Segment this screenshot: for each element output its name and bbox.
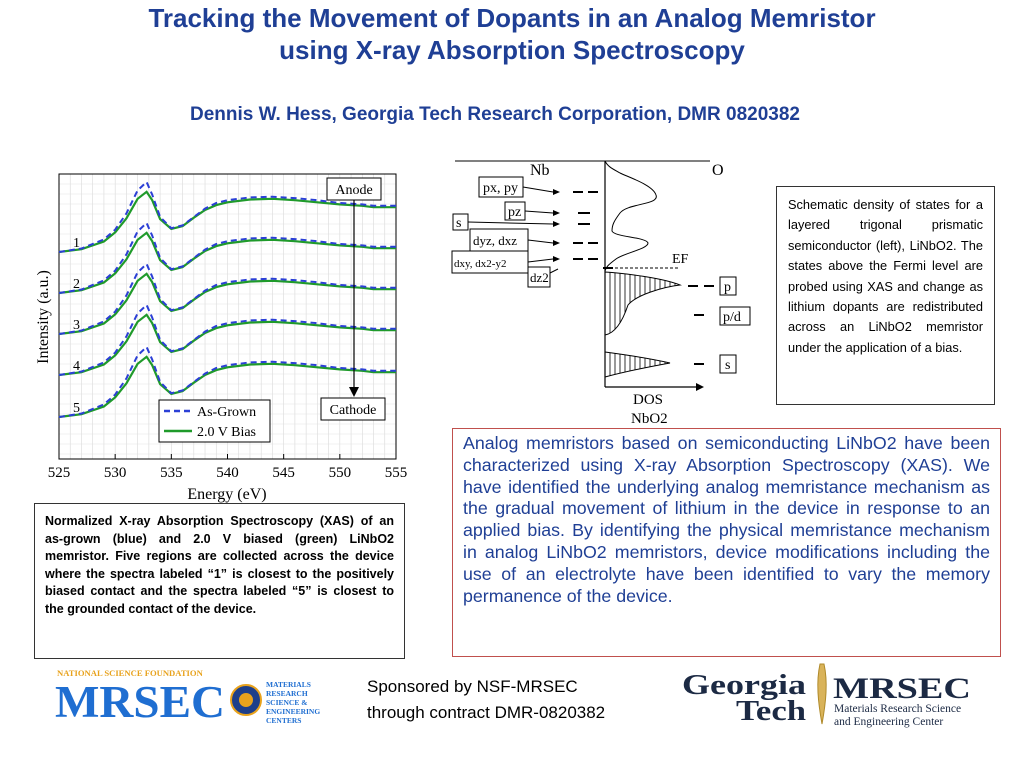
spectrum-label-1: 1 — [73, 236, 80, 251]
svg-text:Materials Research Science: Materials Research Science — [834, 703, 962, 715]
nb-label: Nb — [530, 162, 550, 179]
cathode-label: Cathode — [329, 403, 377, 418]
box-s — [720, 355, 736, 373]
nbo2-label: NbO2 — [631, 411, 668, 427]
spectrum-label-4: 4 — [73, 359, 80, 374]
svg-text:dxy, dx2-y2: dxy, dx2-y2 — [454, 258, 507, 270]
orbital-s — [453, 214, 468, 231]
x-tick-label: 535 — [160, 465, 183, 481]
svg-text:dz2: dz2 — [530, 270, 549, 285]
orbital-dyz-dxz — [470, 229, 528, 251]
anode-label: Anode — [335, 183, 373, 198]
orbital-px-py — [479, 177, 523, 197]
box-pd — [720, 307, 750, 325]
x-tick-label: 525 — [47, 465, 71, 481]
conduction-band-peak — [605, 272, 680, 335]
svg-text:ENGINEERING: ENGINEERING — [266, 707, 321, 716]
summary-text: Analog memristors based on semiconducting LiNbO2 have been characterized using X-ray Absorption Spectroscopy (XAS). We have identified the underlying analog memristance mechanism as the gradual movement of lithium in the device in response to an applied bias. By identifying the physical memristance mechanism in analog LiNbO2 memristors, device modifications including the use of an electrolyte have been identified to vary the memory permanence of the device. — [452, 428, 1001, 657]
x-axis-label: Energy (eV) — [187, 486, 267, 503]
x-tick-label: 550 — [328, 465, 352, 481]
orbital-pz — [505, 202, 525, 220]
spectrum-label-3: 3 — [73, 318, 80, 333]
svg-text:px, py: px, py — [483, 181, 518, 196]
gt-flame-icon — [818, 664, 826, 724]
gt-mrsec-logo — [682, 662, 982, 728]
nsf-mrsec-logo — [55, 666, 327, 726]
dos-curve — [605, 161, 656, 271]
x-tick-label: 555 — [384, 465, 408, 481]
svg-text:s: s — [725, 358, 731, 373]
title-line-1: Tracking the Movement of Dopants in an Analog Memristor — [148, 3, 876, 33]
x-tick-label: 540 — [216, 465, 239, 481]
spectrum-label-2: 2 — [73, 277, 80, 292]
x-tick-label: 530 — [103, 465, 127, 481]
x-tick-label: 545 — [272, 465, 295, 481]
sponsor-line-2: through contract DMR-0820382 — [367, 703, 606, 722]
orbital-dxy — [452, 251, 528, 273]
sponsor-text — [367, 674, 667, 726]
nsf-banner: NATIONAL SCIENCE FOUNDATION — [57, 668, 203, 678]
spectrum-label-5: 5 — [73, 401, 80, 416]
svg-text:s: s — [456, 216, 462, 231]
svg-text:p/d: p/d — [723, 310, 741, 325]
sponsor-line-1: Sponsored by NSF-MRSEC — [367, 677, 578, 696]
dos-label: DOS — [633, 392, 664, 408]
svg-text:SCIENCE &: SCIENCE & — [266, 698, 308, 707]
fermi-label: EF — [672, 252, 689, 267]
svg-text:p: p — [724, 280, 731, 295]
svg-text:dyz, dxz: dyz, dxz — [473, 233, 518, 248]
box-p — [720, 277, 736, 295]
svg-text:RESEARCH: RESEARCH — [266, 689, 308, 698]
s-band-peak — [605, 352, 670, 377]
svg-text:MATERIALS: MATERIALS — [266, 680, 311, 689]
svg-text:pz: pz — [508, 205, 522, 220]
o-label: O — [712, 162, 724, 179]
page-title — [40, 2, 984, 66]
legend-label-bias: 2.0 V Bias — [197, 425, 256, 440]
gt-tech: Tech — [736, 696, 807, 727]
author-line: Dennis W. Hess, Georgia Tech Research Corporation, DMR 0820382 — [190, 104, 800, 125]
dos-diagram — [448, 155, 768, 430]
svg-text:CENTERS: CENTERS — [266, 716, 302, 725]
schematic-caption: Schematic density of states for a layered trigonal prismatic semiconductor (left), LiNbO2. The states above the Fermi level are probed using XAS and change as lithium dopants are redistributed across an LiNbO2 memristor under the application of a bias. — [776, 186, 995, 405]
gt-mrsec-wordmark: MRSEC — [833, 672, 971, 705]
arrow-head — [349, 387, 359, 397]
xas-chart — [30, 165, 410, 503]
xas-caption: Normalized X-ray Absorption Spectroscopy (XAS) of an as-grown (blue) and 2.0 V biased (green) LiNbO2 memristor. Five regions are collected across the device where the spectra labeled “1” is closest to the positively biased contact and the spectra labeled “5” is closest to the grounded contact of the device. — [34, 503, 405, 659]
title-line-2: using X-ray Absorption Spectroscopy — [279, 35, 745, 65]
legend-label-as-grown: As-Grown — [197, 405, 257, 420]
orbital-dz2 — [528, 267, 550, 287]
svg-text:and Engineering Center: and Engineering Center — [834, 716, 944, 728]
mrsec-wordmark: MRSEC — [55, 677, 225, 726]
gt-georgia: Georgia — [682, 670, 806, 701]
y-axis-label: Intensity (a.u.) — [35, 270, 52, 364]
